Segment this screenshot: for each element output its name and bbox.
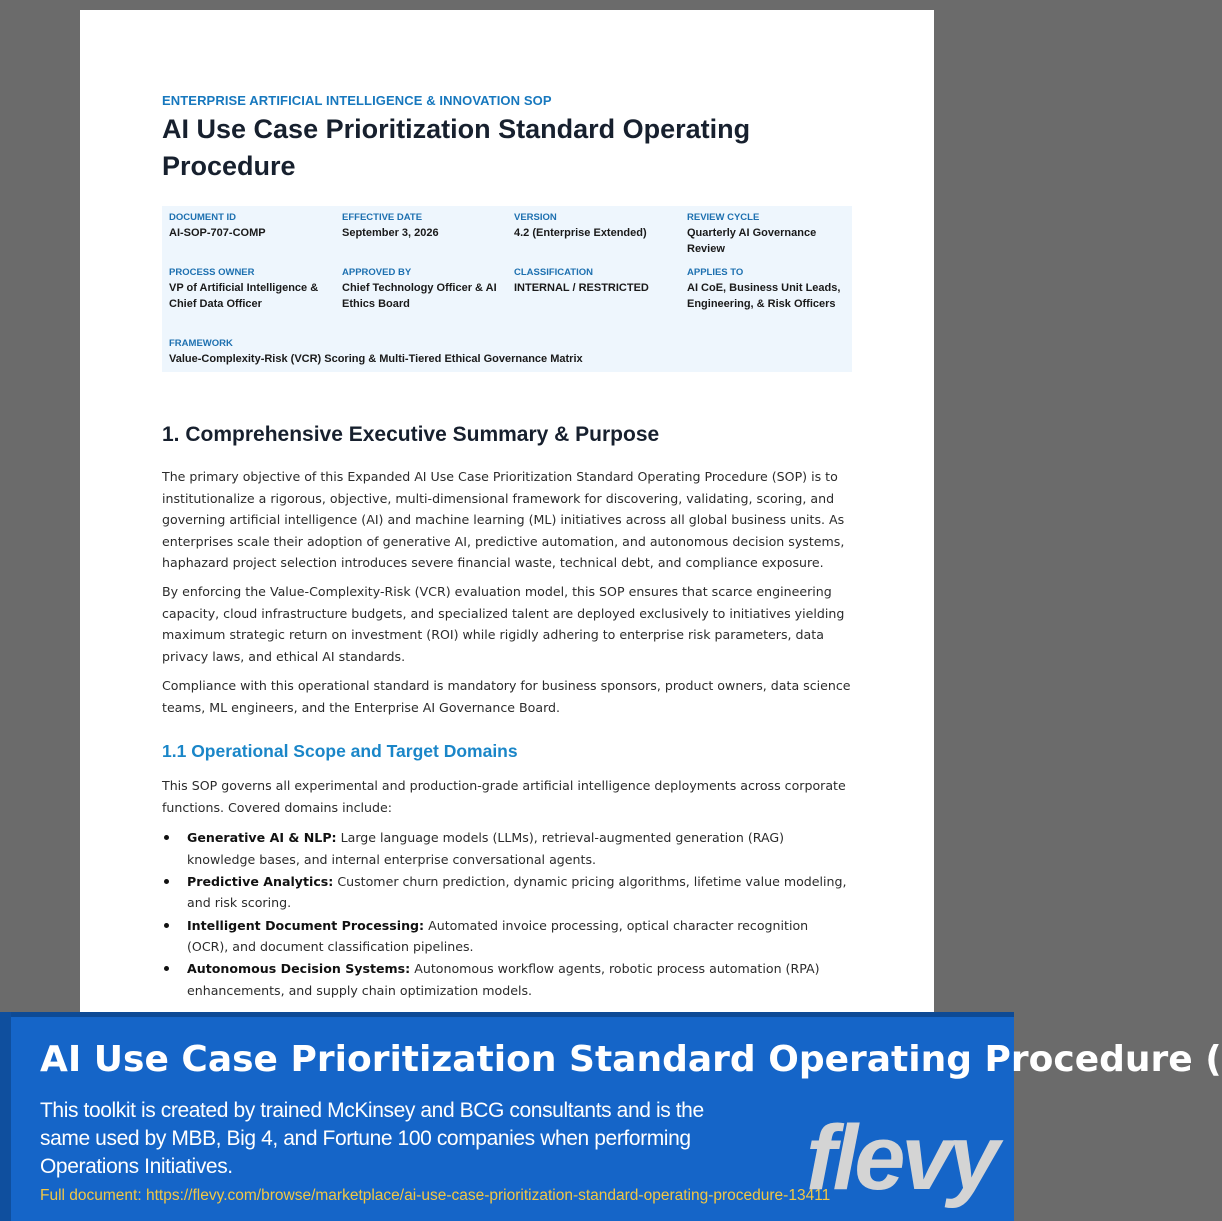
meta-value: AI-SOP-707-COMP — [169, 227, 266, 239]
meta-label: DOCUMENT ID — [169, 212, 237, 223]
meta-document-id — [169, 212, 329, 242]
list-item-text: Automated invoice processing, optical character recognition (OCR), and document classification pipelines. — [187, 917, 809, 955]
subsection-heading: 1.1 Operational Scope and Target Domains — [162, 741, 518, 761]
document-kicker: ENTERPRISE ARTIFICIAL INTELLIGENCE & INNOVATION SOP — [162, 93, 552, 108]
meta-review-cycle — [687, 212, 847, 257]
meta-value: Chief Technology Officer & AI Ethics Board — [342, 282, 497, 310]
meta-value: Quarterly AI Governance Review — [687, 227, 817, 255]
meta-value: AI CoE, Business Unit Leads, Engineering, & Risk Officers — [687, 282, 841, 310]
bullet-icon — [164, 835, 169, 840]
domain-list — [162, 827, 852, 1002]
list-item — [162, 827, 852, 870]
paragraph: The primary objective of this Expanded AI Use Case Prioritization Standard Operating Procedure (SOP) is to institutionalize a rigorous, objective, multi-dimensional framework for discovering, validating, scoring, and governing artificial intelligence (AI) and machine learning (ML) initiatives across all global business units. As enterprises scale their adoption of generative AI, predictive automation, and autonomous decision systems, haphazard project selection introduces severe financial waste, technical debt, and compliance exposure. — [162, 469, 845, 570]
document-page — [80, 10, 934, 1020]
meta-label: VERSION — [514, 212, 557, 223]
meta-value: September 3, 2026 — [342, 227, 439, 239]
bullet-icon — [164, 879, 169, 884]
meta-applies-to — [687, 267, 847, 312]
meta-label: EFFECTIVE DATE — [342, 212, 423, 223]
meta-value: Value-Complexity-Risk (VCR) Scoring & Multi-Tiered Ethical Governance Matrix — [169, 353, 583, 365]
meta-classification — [514, 267, 674, 297]
list-item-term: Generative AI & NLP: — [187, 830, 337, 845]
banner-title: AI Use Case Prioritization Standard Operating Procedure ( — [40, 1039, 1222, 1080]
meta-label: APPLIES TO — [687, 267, 744, 278]
list-item — [162, 958, 852, 1001]
flevy-logo: flevy — [806, 1107, 996, 1209]
paragraph: By enforcing the Value-Complexity-Risk (VCR) evaluation model, this SOP ensures that scarce engineering capacity, cloud infrastructure budgets, and specialized talent are deployed exclusively to initiatives yielding maximum strategic return on investment (ROI) while rigidly adhering to enterprise risk parameters, data privacy laws, and ethical AI standards. — [162, 584, 845, 664]
meta-label: APPROVED BY — [342, 267, 412, 278]
meta-value: INTERNAL / RESTRICTED — [514, 282, 649, 294]
full-document-link[interactable]: Full document: https://flevy.com/browse/marketplace/ai-use-case-prioritization-standard-operating-procedure-13411 — [40, 1187, 831, 1204]
banner-top-border — [0, 1012, 1014, 1017]
meta-label: CLASSIFICATION — [514, 267, 593, 278]
meta-approved-by — [342, 267, 502, 312]
meta-label: PROCESS OWNER — [169, 267, 255, 278]
paragraph: Compliance with this operational standard is mandatory for business sponsors, product owners, data science teams, ML engineers, and the Enterprise AI Governance Board. — [162, 678, 851, 715]
meta-framework — [169, 338, 839, 368]
document-title: AI Use Case Prioritization Standard Operating Procedure — [162, 114, 751, 181]
meta-process-owner — [169, 267, 329, 312]
meta-version — [514, 212, 674, 242]
meta-value: VP of Artificial Intelligence & Chief Data Officer — [169, 282, 319, 310]
list-item — [162, 915, 852, 958]
list-item-text: Autonomous workflow agents, robotic process automation (RPA) enhancements, and supply chain optimization models. — [187, 961, 820, 998]
list-item-text: Large language models (LLMs), retrieval-augmented generation (RAG) knowledge bases, and internal enterprise conversational agents. — [187, 830, 785, 867]
banner-description: This toolkit is created by trained McKinsey and BCG consultants and is the same used by MBB, Big 4, and Fortune 100 companies when performing Operations Initiatives. — [40, 1099, 704, 1178]
bullet-icon — [164, 923, 169, 928]
metadata-table — [162, 206, 852, 372]
list-item-text: Customer churn prediction, dynamic pricing algorithms, lifetime value modeling, and risk scoring. — [187, 873, 847, 911]
list-item-term: Predictive Analytics: — [187, 873, 334, 889]
meta-effective-date — [342, 212, 502, 242]
meta-label: REVIEW CYCLE — [687, 212, 760, 223]
paragraph: This SOP governs all experimental and production-grade artificial intelligence deployments across corporate functions. Covered domains include: — [162, 778, 846, 815]
bullet-icon — [164, 966, 169, 971]
list-item — [162, 871, 852, 914]
list-item-term: Autonomous Decision Systems: — [187, 961, 411, 977]
meta-value: 4.2 (Enterprise Extended) — [514, 227, 647, 239]
meta-label: FRAMEWORK — [169, 338, 233, 349]
list-item-term: Intelligent Document Processing: — [187, 917, 425, 933]
section-heading: 1. Comprehensive Executive Summary & Purpose — [162, 423, 660, 446]
banner-left-edge — [0, 1012, 11, 1221]
